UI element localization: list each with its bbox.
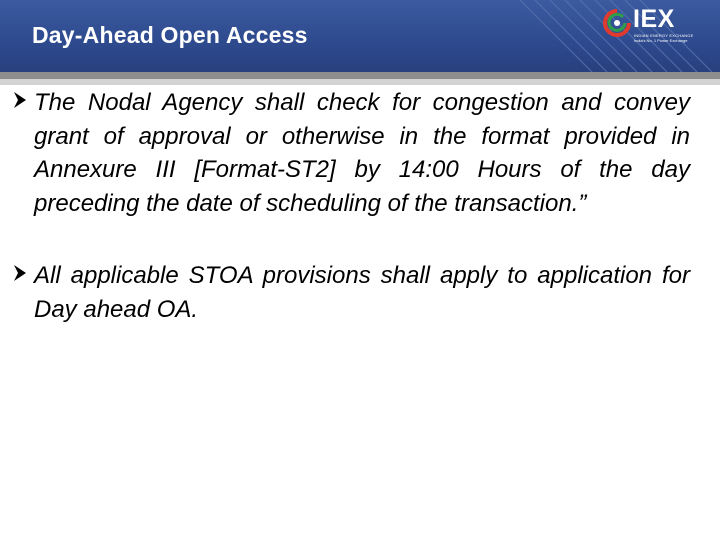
- header-divider-light: [0, 79, 720, 85]
- bullet-text: All applicable STOA provisions shall apply to application for Day ahead OA.: [34, 262, 690, 323]
- arrow-bullet-icon: [10, 86, 34, 114]
- bullet-item: [10, 259, 690, 326]
- iex-logo: [602, 6, 702, 46]
- slide-title: Day-Ahead Open Access: [32, 22, 308, 48]
- arrow-bullet-icon: [10, 259, 34, 287]
- logo-tagline: INDIAN ENERGY EXCHANGE: [634, 33, 694, 38]
- iex-swirl-icon: [602, 8, 632, 38]
- header-divider-dark: [0, 72, 720, 79]
- slide-header: [0, 0, 720, 72]
- bullet-item: [10, 86, 690, 220]
- logo-brand: IEX: [633, 5, 675, 33]
- logo-subtagline: India's No. 1 Power Exchange: [634, 38, 688, 43]
- bullet-text: The Nodal Agency shall check for congestion and convey grant of approval or otherwise in the format provided in Annexure III [Format-ST2] by 14:00 Hours of the day preceding the date of scheduling of the transaction.”: [34, 89, 690, 217]
